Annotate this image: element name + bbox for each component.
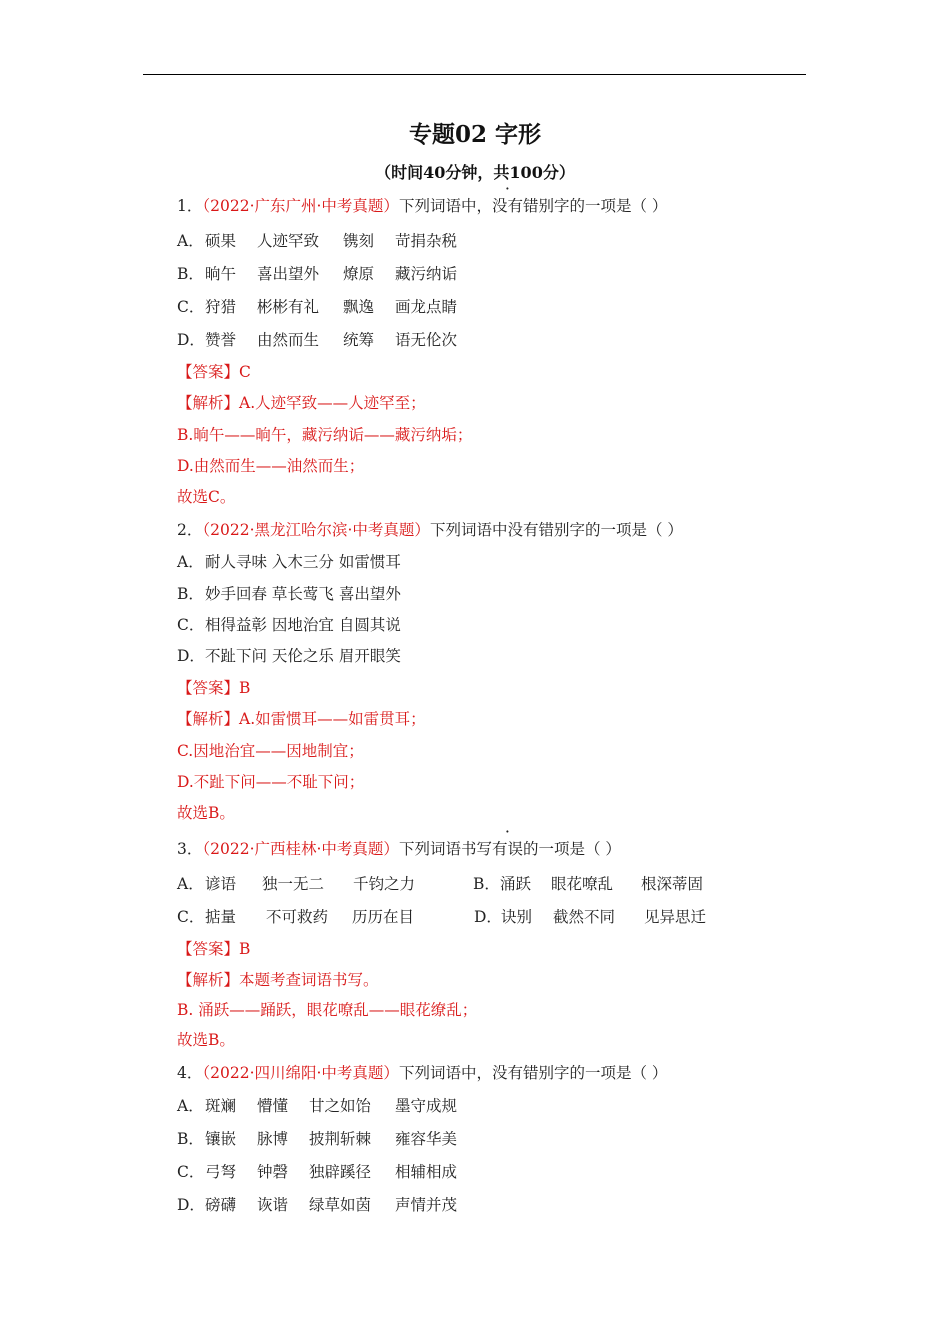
question-2-analysis-4: 故选B。	[177, 804, 235, 822]
text-segment: 4．	[177, 1064, 203, 1082]
text-segment: 2．	[177, 521, 203, 539]
header-rule	[143, 74, 806, 75]
text-segment: 独辟蹊径	[309, 1163, 372, 1181]
text-segment: 根深蒂固	[641, 875, 704, 893]
text-segment: 涌跃	[500, 875, 532, 893]
text-segment: 不趾下问 天伦之乐 眉开眼笑	[205, 647, 401, 665]
page-title: 专题02 字形	[408, 121, 541, 148]
question-2-option-a	[177, 552, 401, 572]
question-1-option-c	[177, 297, 457, 317]
question-2-stem	[177, 520, 683, 540]
text-segment: 苛捐杂税	[395, 232, 458, 250]
text-segment: D．	[474, 908, 502, 926]
text-segment: 见异思迁	[644, 908, 707, 926]
text-segment: 彬彬有礼	[257, 298, 320, 316]
text-segment: 诀别	[501, 908, 533, 926]
question-3-analysis-2: B. 涌跃——踊跃，眼花嘹乱——眼花缭乱；	[177, 1001, 478, 1019]
text-segment: 千钧之力	[353, 875, 416, 893]
text-segment: 下列词语书写	[398, 840, 492, 858]
text-segment: 磅礴	[205, 1196, 237, 1214]
question-3-stem	[177, 839, 621, 859]
question-3-options-row-1	[177, 874, 703, 894]
question-source: （2022·黑龙江哈尔滨·中考真题）	[202, 521, 430, 539]
question-4-option-c	[177, 1162, 457, 1182]
text-segment: D．	[177, 647, 205, 665]
text-segment: B．	[473, 875, 500, 893]
text-segment: C．	[177, 1163, 205, 1181]
text-segment: 由然而生	[257, 331, 320, 349]
question-2-analysis-3: D.不趾下问——不耻下问；	[177, 773, 365, 791]
text-segment: 错别字的一项是（ ）	[522, 197, 668, 215]
question-1-analysis-4: 故选C。	[177, 488, 236, 506]
text-segment: B．	[177, 1130, 204, 1148]
question-2-option-c	[177, 615, 401, 635]
question-1-option-d	[177, 330, 457, 350]
text-segment: A．	[177, 875, 204, 893]
text-segment: 钟磬	[257, 1163, 289, 1181]
text-segment: C．	[177, 908, 205, 926]
text-segment: 的一项是（ ）	[522, 840, 621, 858]
text-segment: 相得益彰 因地治宜 自圆其说	[205, 616, 401, 634]
text-segment: 画龙点睛	[395, 298, 458, 316]
text-segment: 谚语	[205, 875, 237, 893]
text-segment: 截然不同	[553, 908, 616, 926]
text-segment: 披荆斩棘	[309, 1130, 372, 1148]
text-segment: 独一无二	[262, 875, 325, 893]
emphasis-dots: 有误	[491, 840, 523, 858]
question-3-analysis-3: 故选B。	[177, 1031, 235, 1049]
text-segment: 甘之如饴	[309, 1097, 372, 1115]
text-segment: 语无伦次	[395, 331, 458, 349]
question-1-stem	[177, 196, 667, 216]
page-subtitle: （时间40分钟，共100分）	[375, 163, 575, 182]
question-4-stem	[177, 1063, 667, 1083]
question-source: （2022·广东广州·中考真题）	[202, 197, 399, 215]
question-2-answer: 【答案】B	[177, 679, 251, 697]
text-segment: 眼花嘹乱	[551, 875, 614, 893]
text-segment: 下列词语中，没有错别字的一项是（ ）	[398, 1064, 668, 1082]
question-4-option-a	[177, 1096, 457, 1116]
text-segment: 晌午	[205, 265, 237, 283]
text-segment: C．	[177, 616, 205, 634]
question-2-analysis-1: 【解析】A.如雷惯耳——如雷贯耳；	[177, 710, 426, 728]
text-segment: 耐人寻味 入木三分 如雷惯耳	[205, 553, 401, 571]
text-segment: 1．	[177, 197, 203, 215]
text-segment: 弓弩	[205, 1163, 237, 1181]
text-segment: 下列词语中没有错别字的一项是（ ）	[429, 521, 683, 539]
question-1-option-b	[177, 264, 457, 284]
text-segment: 赞誉	[205, 331, 237, 349]
question-3-options-row-2	[177, 907, 706, 927]
question-3-answer: 【答案】B	[177, 940, 251, 958]
text-segment: 人迹罕致	[257, 232, 320, 250]
text-segment: 镌刻	[343, 232, 375, 250]
question-4-option-d	[177, 1195, 457, 1215]
question-4-option-b	[177, 1129, 457, 1149]
text-segment: 藏污纳诟	[395, 265, 458, 283]
question-source: （2022·四川绵阳·中考真题）	[202, 1064, 399, 1082]
text-segment: 诙谐	[257, 1196, 289, 1214]
text-segment: 飘逸	[343, 298, 375, 316]
text-segment: 狩猎	[205, 298, 237, 316]
text-segment: 绿草如茵	[309, 1196, 372, 1214]
text-segment: 不可救药	[266, 908, 329, 926]
question-1-answer: 【答案】C	[177, 363, 251, 381]
question-source: （2022·广西桂林·中考真题）	[202, 840, 399, 858]
text-segment: C．	[177, 298, 205, 316]
text-segment: A．	[177, 1097, 204, 1115]
text-segment: 斑斓	[205, 1097, 237, 1115]
emphasis-dots: 没有	[491, 197, 523, 215]
question-2-option-d	[177, 646, 401, 666]
text-segment: 3．	[177, 840, 203, 858]
text-segment: 妙手回春 草长莺飞 喜出望外	[205, 585, 401, 603]
question-1-analysis-3: D.由然而生——油然而生；	[177, 457, 365, 475]
text-segment: 声情并茂	[395, 1196, 458, 1214]
text-segment: 统筹	[343, 331, 375, 349]
text-segment: A．	[177, 232, 204, 250]
text-segment: 相辅相成	[395, 1163, 458, 1181]
question-3-analysis-1: 【解析】本题考查词语书写。	[177, 971, 379, 989]
text-segment: D．	[177, 1196, 205, 1214]
text-segment: B．	[177, 585, 204, 603]
text-segment: 脉博	[257, 1130, 289, 1148]
text-segment: D．	[177, 331, 205, 349]
text-segment: 历历在目	[352, 908, 415, 926]
text-segment: 懵懂	[257, 1097, 289, 1115]
question-1-analysis-2: B.晌午——晌午，藏污纳诟——藏污纳垢；	[177, 426, 473, 444]
text-segment: 硕果	[205, 232, 237, 250]
text-segment: 墨守成规	[395, 1097, 458, 1115]
question-2-analysis-2: C.因地治宜——因地制宜；	[177, 742, 364, 760]
text-segment: 喜出望外	[257, 265, 320, 283]
question-2-option-b	[177, 584, 401, 604]
question-1-option-a	[177, 231, 457, 251]
text-segment: 掂量	[205, 908, 237, 926]
text-segment: A．	[177, 553, 204, 571]
text-segment: 镶嵌	[205, 1130, 237, 1148]
text-segment: 燎原	[343, 265, 375, 283]
text-segment: B．	[177, 265, 204, 283]
question-1-analysis-1: 【解析】A.人迹罕致——人迹罕至；	[177, 394, 426, 412]
text-segment: 下列词语中，	[398, 197, 492, 215]
text-segment: 雍容华美	[395, 1130, 458, 1148]
